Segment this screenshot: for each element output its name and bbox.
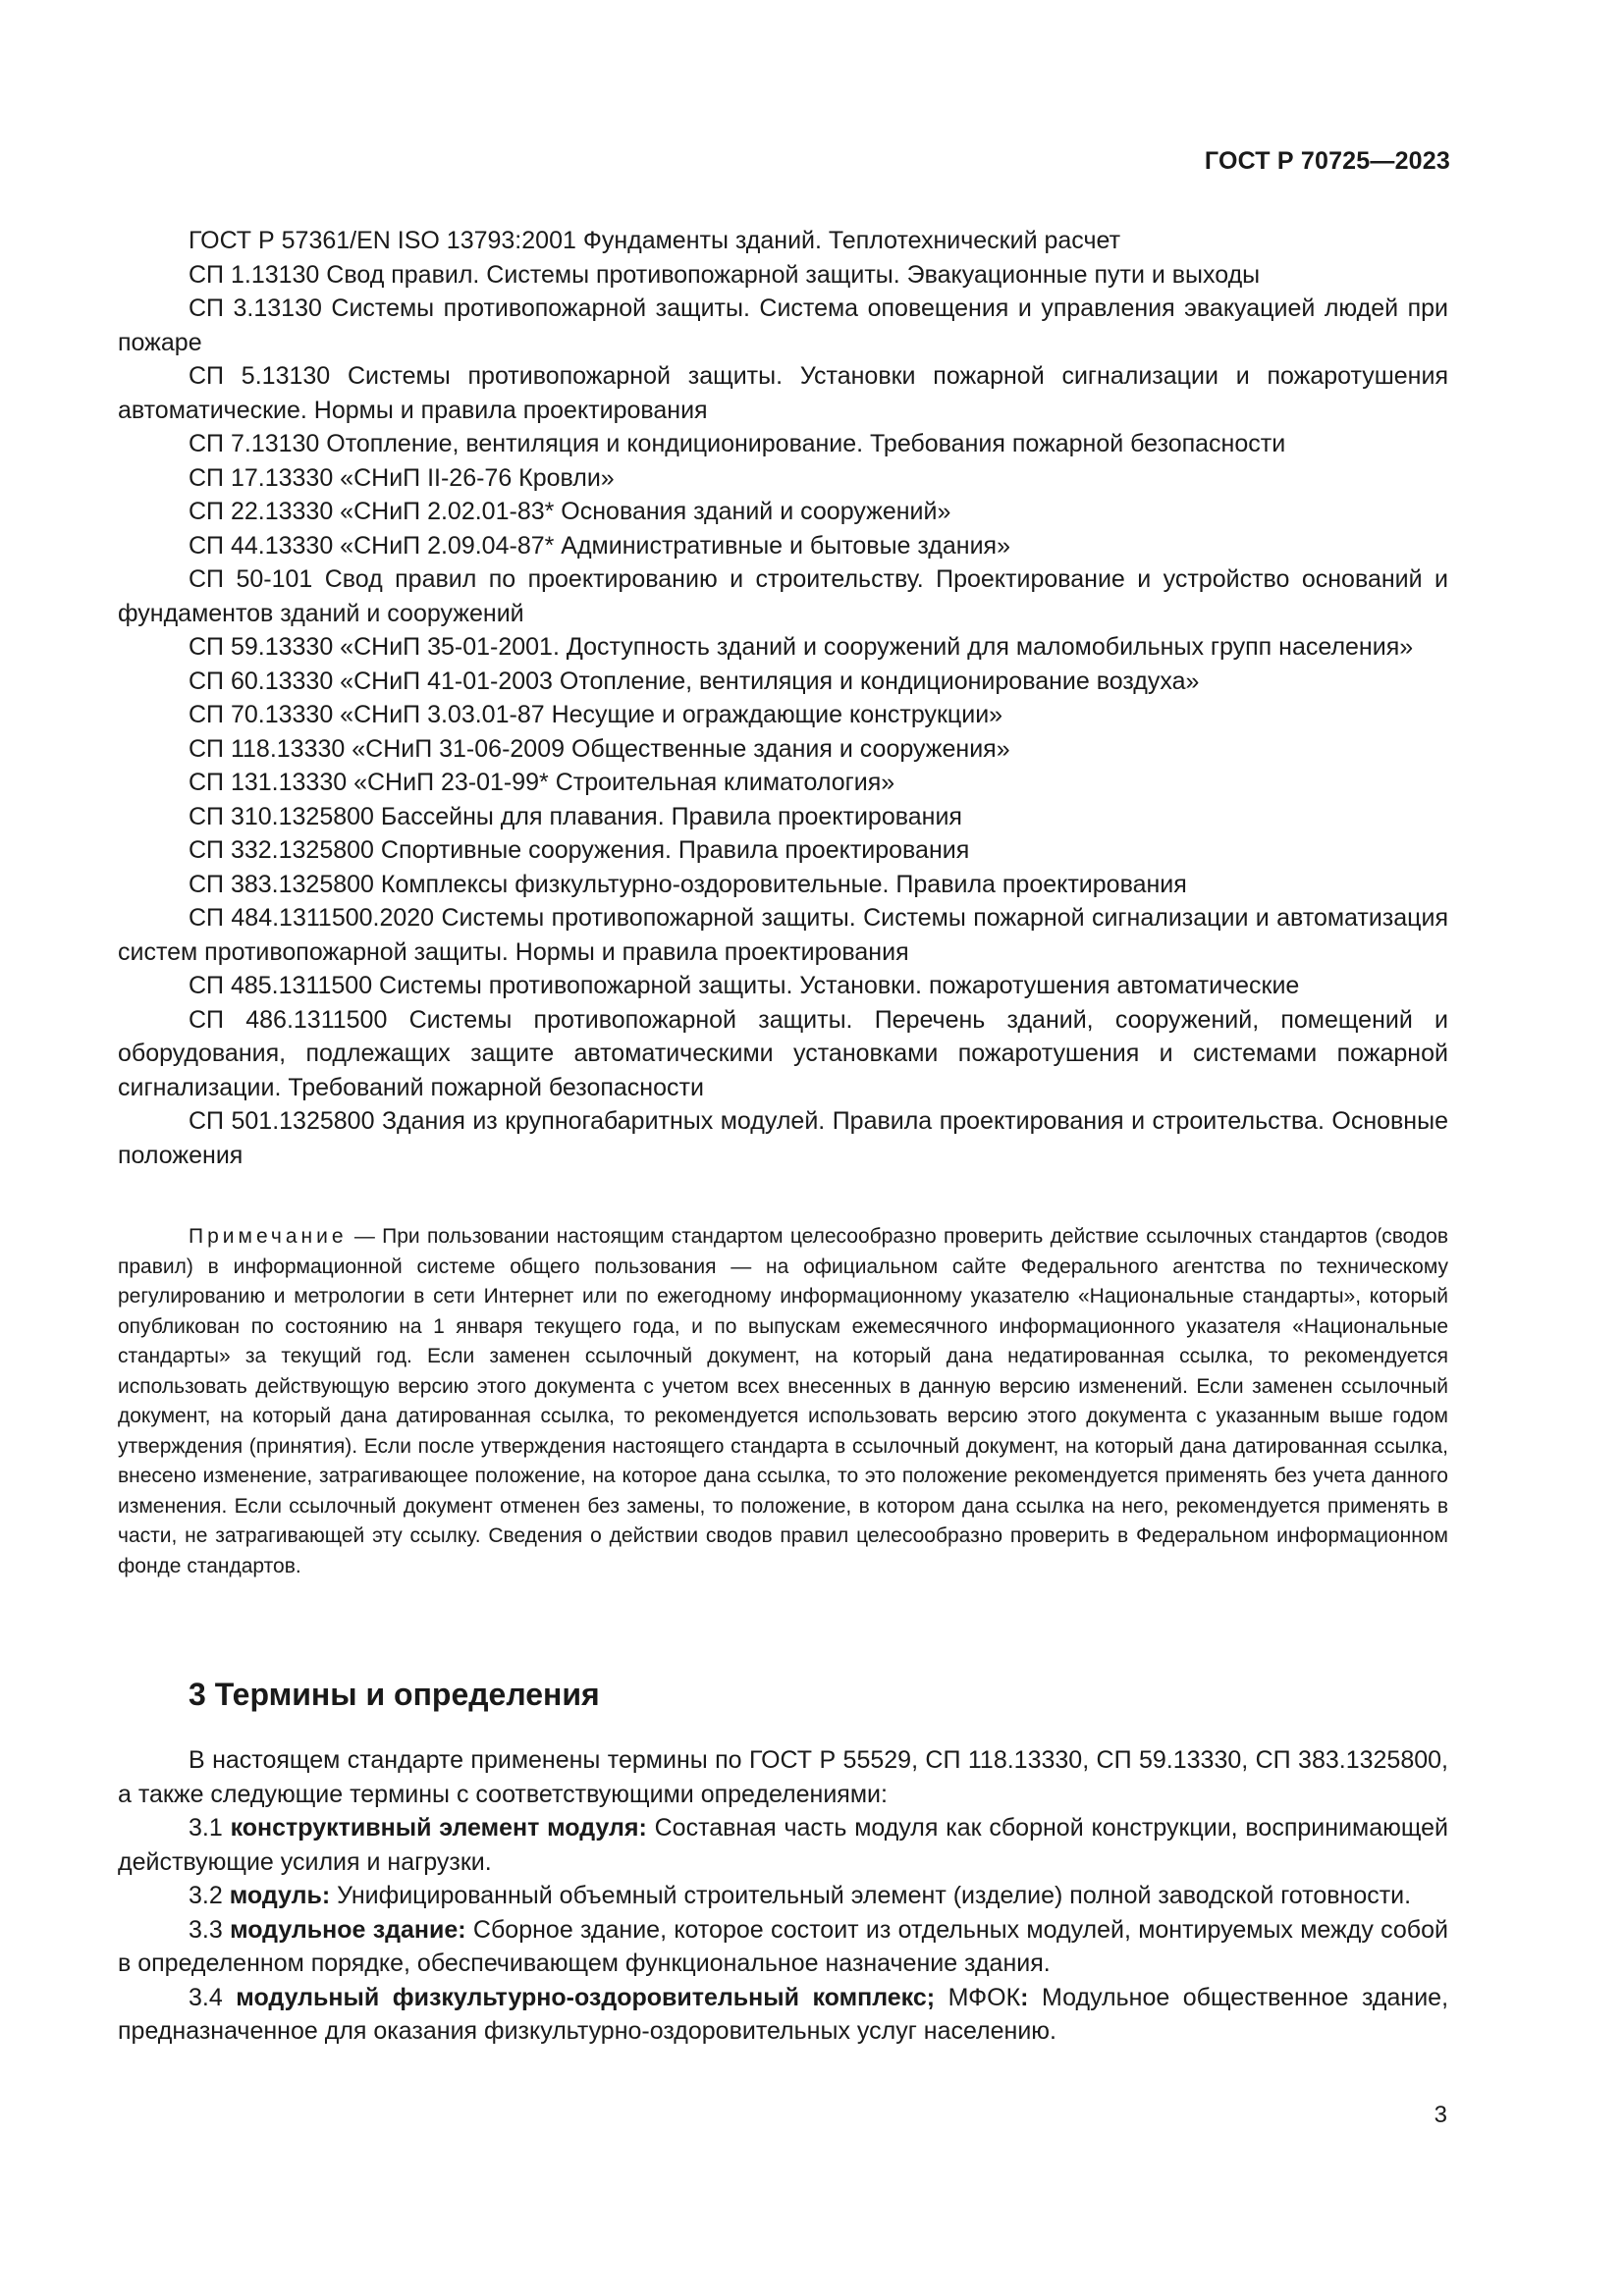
term-definition: Составная часть модуля как сборной конструкции, воспринимающей действующие усилия и нагрузки. [118, 1814, 1449, 1876]
term-number: 3.2 [189, 1882, 223, 1909]
term-entry [118, 1879, 1448, 1913]
reference-item: СП 59.13330 «СНиП 35-01-2001. Доступность зданий и сооружений для маломобильных групп населения» [189, 633, 1414, 661]
term-name: конструктивный элемент модуля: [230, 1814, 647, 1842]
term-number: 3.1 [189, 1814, 223, 1842]
terms-intro: В настоящем стандарте применены термины по ГОСТ Р 55529, СП 118.13330, СП 59.13330, СП 383.1325800, а также следующие термины с соответствующими определениями: [118, 1746, 1448, 1808]
reference-item: СП 383.1325800 Комплексы физкультурно-оздоровительные. Правила проектирования [189, 870, 1187, 898]
section-heading: 3 Термины и определения [189, 1677, 600, 1712]
reference-item: СП 332.1325800 Спортивные сооружения. Правила проектирования [189, 836, 970, 864]
normative-references-list [118, 224, 1448, 1172]
page-number: 3 [1434, 2102, 1447, 2128]
reference-item: СП 44.13330 «СНиП 2.09.04-87* Административные и бытовые здания» [189, 531, 1010, 560]
term-definition: Сборное здание, которое состоит из отдельных модулей, монтируемых между собой в определенном порядке, обеспечивающем функциональное назначение здания. [118, 1915, 1448, 1977]
terms-section [118, 1743, 1448, 2049]
reference-item: СП 22.13330 «СНиП 2.02.01-83* Основания зданий и сооружений» [189, 498, 951, 525]
reference-item: СП 70.13330 «СНиП 3.03.01-87 Несущие и ограждающие конструкции» [189, 701, 1003, 728]
term-definition: Модульное общественное здание, предназначенное для оказания физкультурно-оздоровительных услуг населению. [118, 1983, 1449, 2045]
reference-item: ГОСТ Р 57361/EN ISO 13793:2001 Фундаменты зданий. Теплотехнический расчет [189, 227, 1121, 254]
reference-item: СП 131.13330 «СНиП 23-01-99* Строительная климатология» [189, 769, 895, 796]
term-name: модуль: [229, 1882, 331, 1909]
reference-item: СП 484.1311500.2020 Системы противопожарной защиты. Системы пожарной сигнализации и автоматизация систем противопожарной защиты. Нормы и правила проектирования [118, 904, 1448, 966]
reference-item: СП 50-101 Свод правил по проектированию и строительству. Проектирование и устройство оснований и фундаментов зданий и сооружений [118, 565, 1448, 627]
note-paragraph [118, 1222, 1448, 1581]
note-text: — При пользовании настоящим стандартом целесообразно проверить действие ссылочных стандартов (сводов правил) в информационной системе общего пользования — на официальном сайте Федерального агентства по техническому регулированию и метрологии в сети Интернет или по ежегодному информационному указателю «Национальные стандарты», который опубликован по состоянию на 1 января текущего года, и по выпускам ежемесячного информационного указателя «Национальные стандарты» за текущий год. Если заменен ссылочный документ, на который дана недатированная ссылка, то рекомендуется использовать действующую версию этого документа с учетом всех внесенных в данную версию изменений. Если заменен ссылочный документ, на который дана датированная ссылка, то рекомендуется использовать версию этого документа с указанным выше годом утверждения (принятия). Если после утверждения настоящего стандарта в ссылочный документ, на который дана датированная ссылка, внесено изменение, затрагивающее положение, на которое дана ссылка, то это положение рекомендуется применять без учета данного изменения. Если ссылочный документ отменен без замены, то положение, в котором дана ссылка на него, рекомендуется применять в части, не затрагивающей эту ссылку. Сведения о действии сводов правил целесообразно проверить в Федеральном информационном фонде стандартов. [118, 1225, 1448, 1577]
term-abbreviation: МФОК [947, 1983, 1021, 2011]
reference-item: СП 1.13130 Свод правил. Системы противопожарной защиты. Эвакуационные пути и выходы [189, 260, 1261, 289]
term-entry [118, 1981, 1448, 2049]
reference-item: СП 118.13330 «СНиП 31-06-2009 Общественные здания и сооружения» [189, 734, 1010, 763]
term-name: модульный физкультурно-оздоровительный комплекс; [236, 1983, 936, 2011]
reference-item: СП 485.1311500 Системы противопожарной защиты. Установки. пожаротушения автоматические [189, 972, 1300, 999]
reference-item: СП 7.13130 Отопление, вентиляция и кондиционирование. Требования пожарной безопасности [189, 430, 1286, 457]
term-entry [118, 1811, 1448, 1879]
reference-item: СП 3.13130 Системы противопожарной защиты. Система оповещения и управления эвакуацией людей при пожаре [118, 294, 1448, 356]
reference-item: СП 501.1325800 Здания из крупногабаритных модулей. Правила проектирования и строительства. Основные положения [118, 1107, 1448, 1169]
reference-item: СП 486.1311500 Системы противопожарной защиты. Перечень зданий, сооружений, помещений и оборудования, подлежащих защите автоматическими установками пожаротушения и системами пожарной сигнализации. Требований пожарной безопасности [118, 1005, 1448, 1101]
term-entry [118, 1913, 1448, 1981]
term-number: 3.4 [189, 1983, 223, 2011]
reference-item: СП 17.13330 «СНиП II-26-76 Кровли» [189, 463, 615, 492]
reference-item: СП 60.13330 «СНиП 41-01-2003 Отопление, вентиляция и кондиционирование воздуха» [189, 667, 1200, 695]
reference-item: СП 310.1325800 Бассейны для плавания. Правила проектирования [189, 802, 962, 830]
document-id-header: ГОСТ Р 70725—2023 [1204, 147, 1450, 175]
term-number: 3.3 [189, 1915, 223, 1944]
note-label: Примечание [189, 1225, 348, 1248]
term-definition: Унифицированный объемный строительный элемент (изделие) полной заводской готовности. [337, 1882, 1412, 1909]
term-abbreviation-colon: : [1020, 1983, 1029, 2011]
reference-item: СП 5.13130 Системы противопожарной защиты. Установки пожарной сигнализации и пожаротушения автоматические. Нормы и правила проектирования [118, 362, 1448, 424]
term-name: модульное здание: [230, 1915, 466, 1944]
